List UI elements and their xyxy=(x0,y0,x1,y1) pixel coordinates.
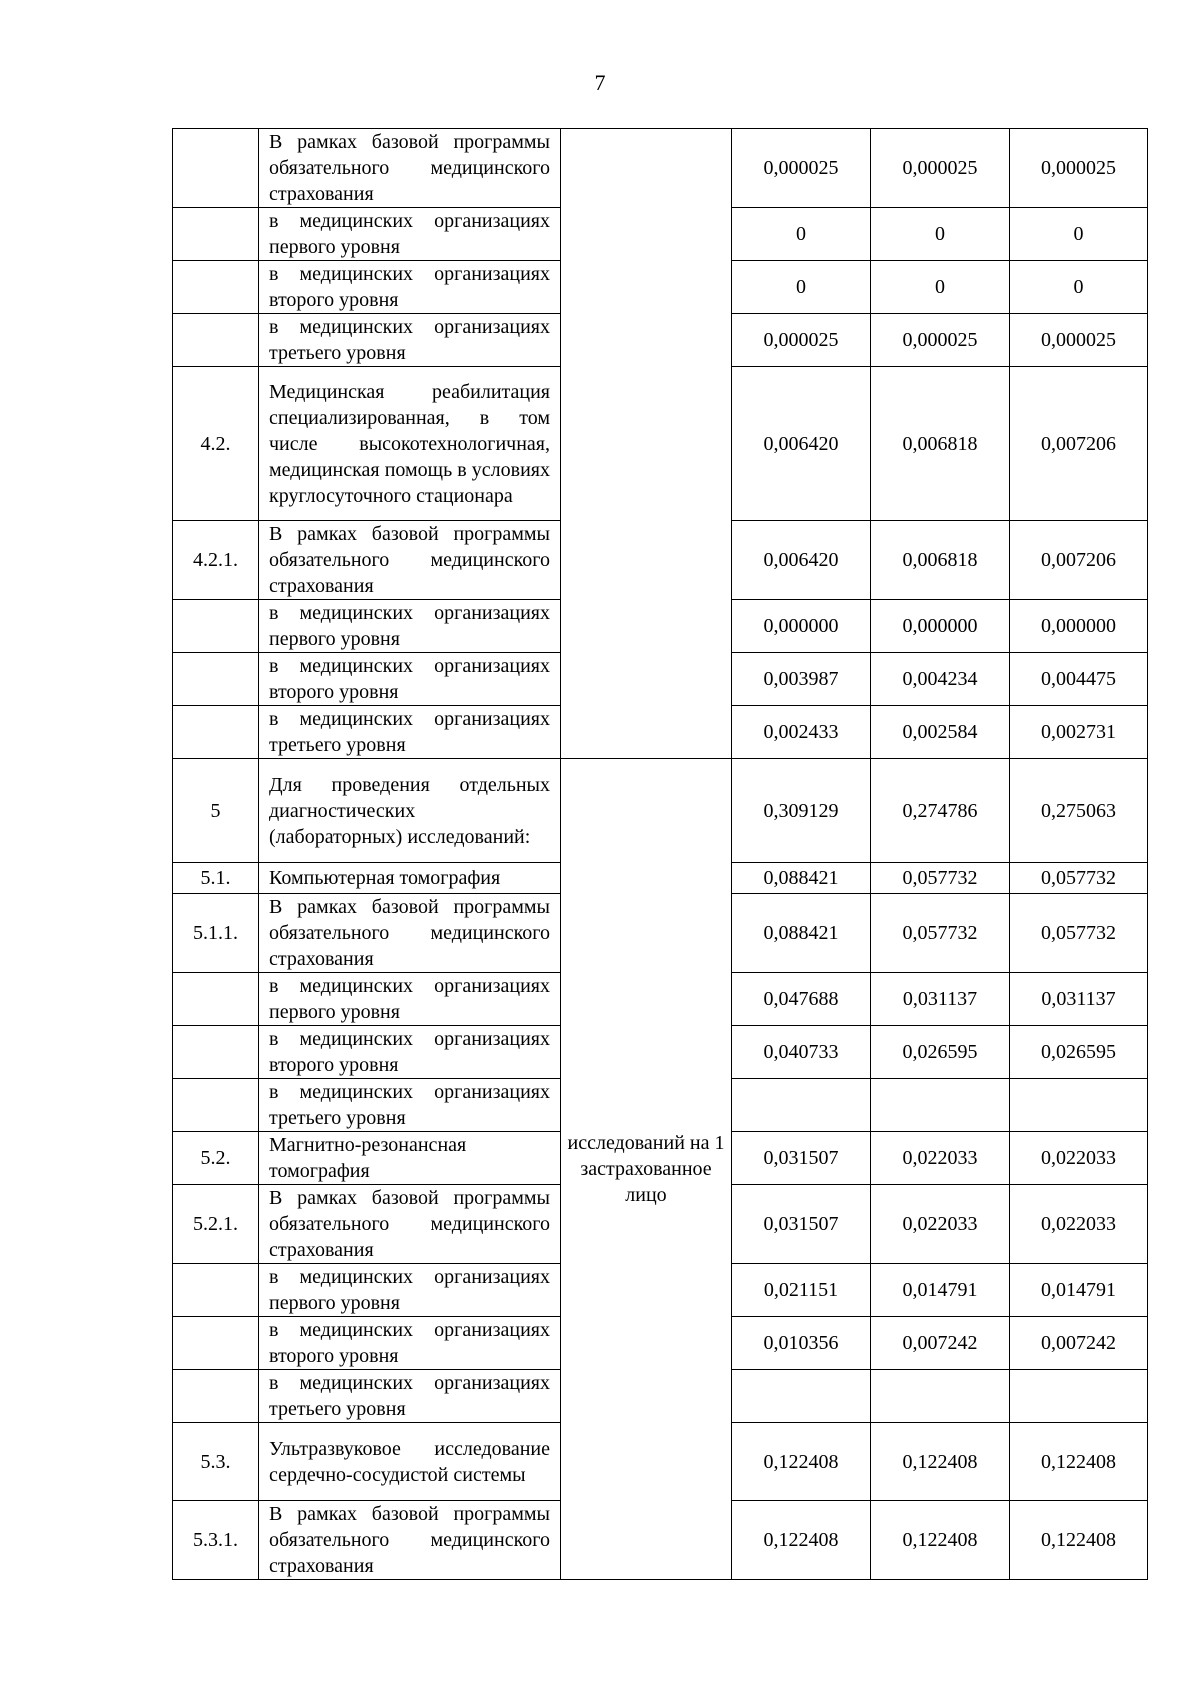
value-year-3: 0,002731 xyxy=(1010,706,1148,759)
value-year-2: 0,000025 xyxy=(871,314,1010,367)
value-year-2: 0,122408 xyxy=(871,1501,1010,1580)
value-year-3: 0,122408 xyxy=(1010,1423,1148,1501)
row-name: в медицинских организациях третьего уровня xyxy=(259,706,561,759)
value-year-3: 0,004475 xyxy=(1010,653,1148,706)
value-year-3: 0,057732 xyxy=(1010,863,1148,894)
value-year-1: 0,000025 xyxy=(732,129,871,208)
value-year-1: 0,002433 xyxy=(732,706,871,759)
row-number: 5.2. xyxy=(173,1132,259,1185)
row-number: 5 xyxy=(173,759,259,863)
row-number xyxy=(173,1370,259,1423)
value-year-3: 0,022033 xyxy=(1010,1185,1148,1264)
value-year-2: 0,000025 xyxy=(871,129,1010,208)
row-name: В рамках базовой программы обязательного медицинского страхования xyxy=(259,521,561,600)
value-year-2: 0,007242 xyxy=(871,1317,1010,1370)
row-number: 5.3.1. xyxy=(173,1501,259,1580)
value-year-1 xyxy=(732,1079,871,1132)
value-year-1: 0,000000 xyxy=(732,600,871,653)
value-year-3: 0,122408 xyxy=(1010,1501,1148,1580)
value-year-3: 0,022033 xyxy=(1010,1132,1148,1185)
value-year-3: 0,014791 xyxy=(1010,1264,1148,1317)
value-year-2: 0,122408 xyxy=(871,1423,1010,1501)
value-year-1: 0,122408 xyxy=(732,1423,871,1501)
row-name: в медицинских организациях первого уровня xyxy=(259,1264,561,1317)
value-year-2: 0,014791 xyxy=(871,1264,1010,1317)
table-row xyxy=(173,129,1148,208)
value-year-3: 0,026595 xyxy=(1010,1026,1148,1079)
page-number: 7 xyxy=(594,70,606,95)
row-number: 4.2.1. xyxy=(173,521,259,600)
row-number xyxy=(173,1079,259,1132)
value-year-3 xyxy=(1010,1370,1148,1423)
value-year-2 xyxy=(871,1079,1010,1132)
value-year-1: 0,309129 xyxy=(732,759,871,863)
value-year-2: 0,274786 xyxy=(871,759,1010,863)
row-number: 4.2. xyxy=(173,367,259,521)
row-name: Компьютерная томография xyxy=(259,863,561,894)
row-number: 5.1.1. xyxy=(173,894,259,973)
value-year-3: 0,007206 xyxy=(1010,367,1148,521)
value-year-3: 0,000000 xyxy=(1010,600,1148,653)
unit-cell: исследований на 1 застрахованное лицо xyxy=(561,759,732,1580)
value-year-1: 0,031507 xyxy=(732,1132,871,1185)
row-name: в медицинских организациях третьего уровня xyxy=(259,1370,561,1423)
value-year-1: 0 xyxy=(732,208,871,261)
value-year-2 xyxy=(871,1370,1010,1423)
value-year-2: 0,031137 xyxy=(871,973,1010,1026)
row-name: В рамках базовой программы обязательного медицинского страхования xyxy=(259,1501,561,1580)
row-number: 5.3. xyxy=(173,1423,259,1501)
value-year-2: 0,004234 xyxy=(871,653,1010,706)
value-year-3: 0,031137 xyxy=(1010,973,1148,1026)
row-name: в медицинских организациях третьего уровня xyxy=(259,314,561,367)
value-year-1: 0,006420 xyxy=(732,367,871,521)
row-name: в медицинских организациях первого уровня xyxy=(259,600,561,653)
volume-norms-table xyxy=(172,128,1148,1580)
value-year-3 xyxy=(1010,1079,1148,1132)
unit-cell xyxy=(561,129,732,759)
value-year-1: 0,088421 xyxy=(732,894,871,973)
value-year-1: 0,000025 xyxy=(732,314,871,367)
value-year-3: 0,000025 xyxy=(1010,314,1148,367)
value-year-1: 0,040733 xyxy=(732,1026,871,1079)
row-number xyxy=(173,973,259,1026)
value-year-2: 0,002584 xyxy=(871,706,1010,759)
row-number xyxy=(173,1264,259,1317)
value-year-2: 0,022033 xyxy=(871,1132,1010,1185)
value-year-2: 0 xyxy=(871,208,1010,261)
row-name: в медицинских организациях второго уровня xyxy=(259,261,561,314)
value-year-1: 0,003987 xyxy=(732,653,871,706)
row-number xyxy=(173,653,259,706)
value-year-3: 0,000025 xyxy=(1010,129,1148,208)
table-body xyxy=(173,129,1148,1580)
value-year-3: 0 xyxy=(1010,261,1148,314)
value-year-2: 0 xyxy=(871,261,1010,314)
row-name: в медицинских организациях второго уровня xyxy=(259,653,561,706)
value-year-1: 0,031507 xyxy=(732,1185,871,1264)
table-row xyxy=(173,759,1148,863)
value-year-1: 0,088421 xyxy=(732,863,871,894)
value-year-1: 0 xyxy=(732,261,871,314)
row-name: в медицинских организациях второго уровня xyxy=(259,1317,561,1370)
value-year-1: 0,021151 xyxy=(732,1264,871,1317)
value-year-2: 0,000000 xyxy=(871,600,1010,653)
value-year-1: 0,047688 xyxy=(732,973,871,1026)
row-name: В рамках базовой программы обязательного медицинского страхования xyxy=(259,894,561,973)
row-number: 5.2.1. xyxy=(173,1185,259,1264)
value-year-1: 0,006420 xyxy=(732,521,871,600)
row-number xyxy=(173,1317,259,1370)
row-name: В рамках базовой программы обязательного медицинского страхования xyxy=(259,129,561,208)
row-name: в медицинских организациях первого уровня xyxy=(259,208,561,261)
value-year-2: 0,006818 xyxy=(871,521,1010,600)
row-name: в медицинских организациях второго уровня xyxy=(259,1026,561,1079)
row-name: В рамках базовой программы обязательного медицинского страхования xyxy=(259,1185,561,1264)
value-year-1: 0,010356 xyxy=(732,1317,871,1370)
value-year-3: 0,275063 xyxy=(1010,759,1148,863)
value-year-3: 0 xyxy=(1010,208,1148,261)
value-year-2: 0,057732 xyxy=(871,863,1010,894)
value-year-1 xyxy=(732,1370,871,1423)
value-year-2: 0,022033 xyxy=(871,1185,1010,1264)
row-number xyxy=(173,314,259,367)
value-year-2: 0,006818 xyxy=(871,367,1010,521)
row-number xyxy=(173,129,259,208)
row-name: в медицинских организациях первого уровня xyxy=(259,973,561,1026)
row-number xyxy=(173,600,259,653)
value-year-3: 0,007206 xyxy=(1010,521,1148,600)
value-year-2: 0,057732 xyxy=(871,894,1010,973)
row-name: Ультразвуковое исследование сердечно-сосудистой системы xyxy=(259,1423,561,1501)
row-name: Для проведения отдельных диагностических (лабораторных) исследований: xyxy=(259,759,561,863)
row-number xyxy=(173,208,259,261)
value-year-2: 0,026595 xyxy=(871,1026,1010,1079)
value-year-3: 0,057732 xyxy=(1010,894,1148,973)
value-year-3: 0,007242 xyxy=(1010,1317,1148,1370)
row-name: Медицинская реабилитация специализированная, в том числе высокотехнологичная, медицинская помощь в условиях круглосуточного стационара xyxy=(259,367,561,521)
value-year-1: 0,122408 xyxy=(732,1501,871,1580)
row-number xyxy=(173,261,259,314)
row-number xyxy=(173,1026,259,1079)
row-name: Магнитно-резонансная томография xyxy=(259,1132,561,1185)
row-name: в медицинских организациях третьего уровня xyxy=(259,1079,561,1132)
row-number xyxy=(173,706,259,759)
row-number: 5.1. xyxy=(173,863,259,894)
